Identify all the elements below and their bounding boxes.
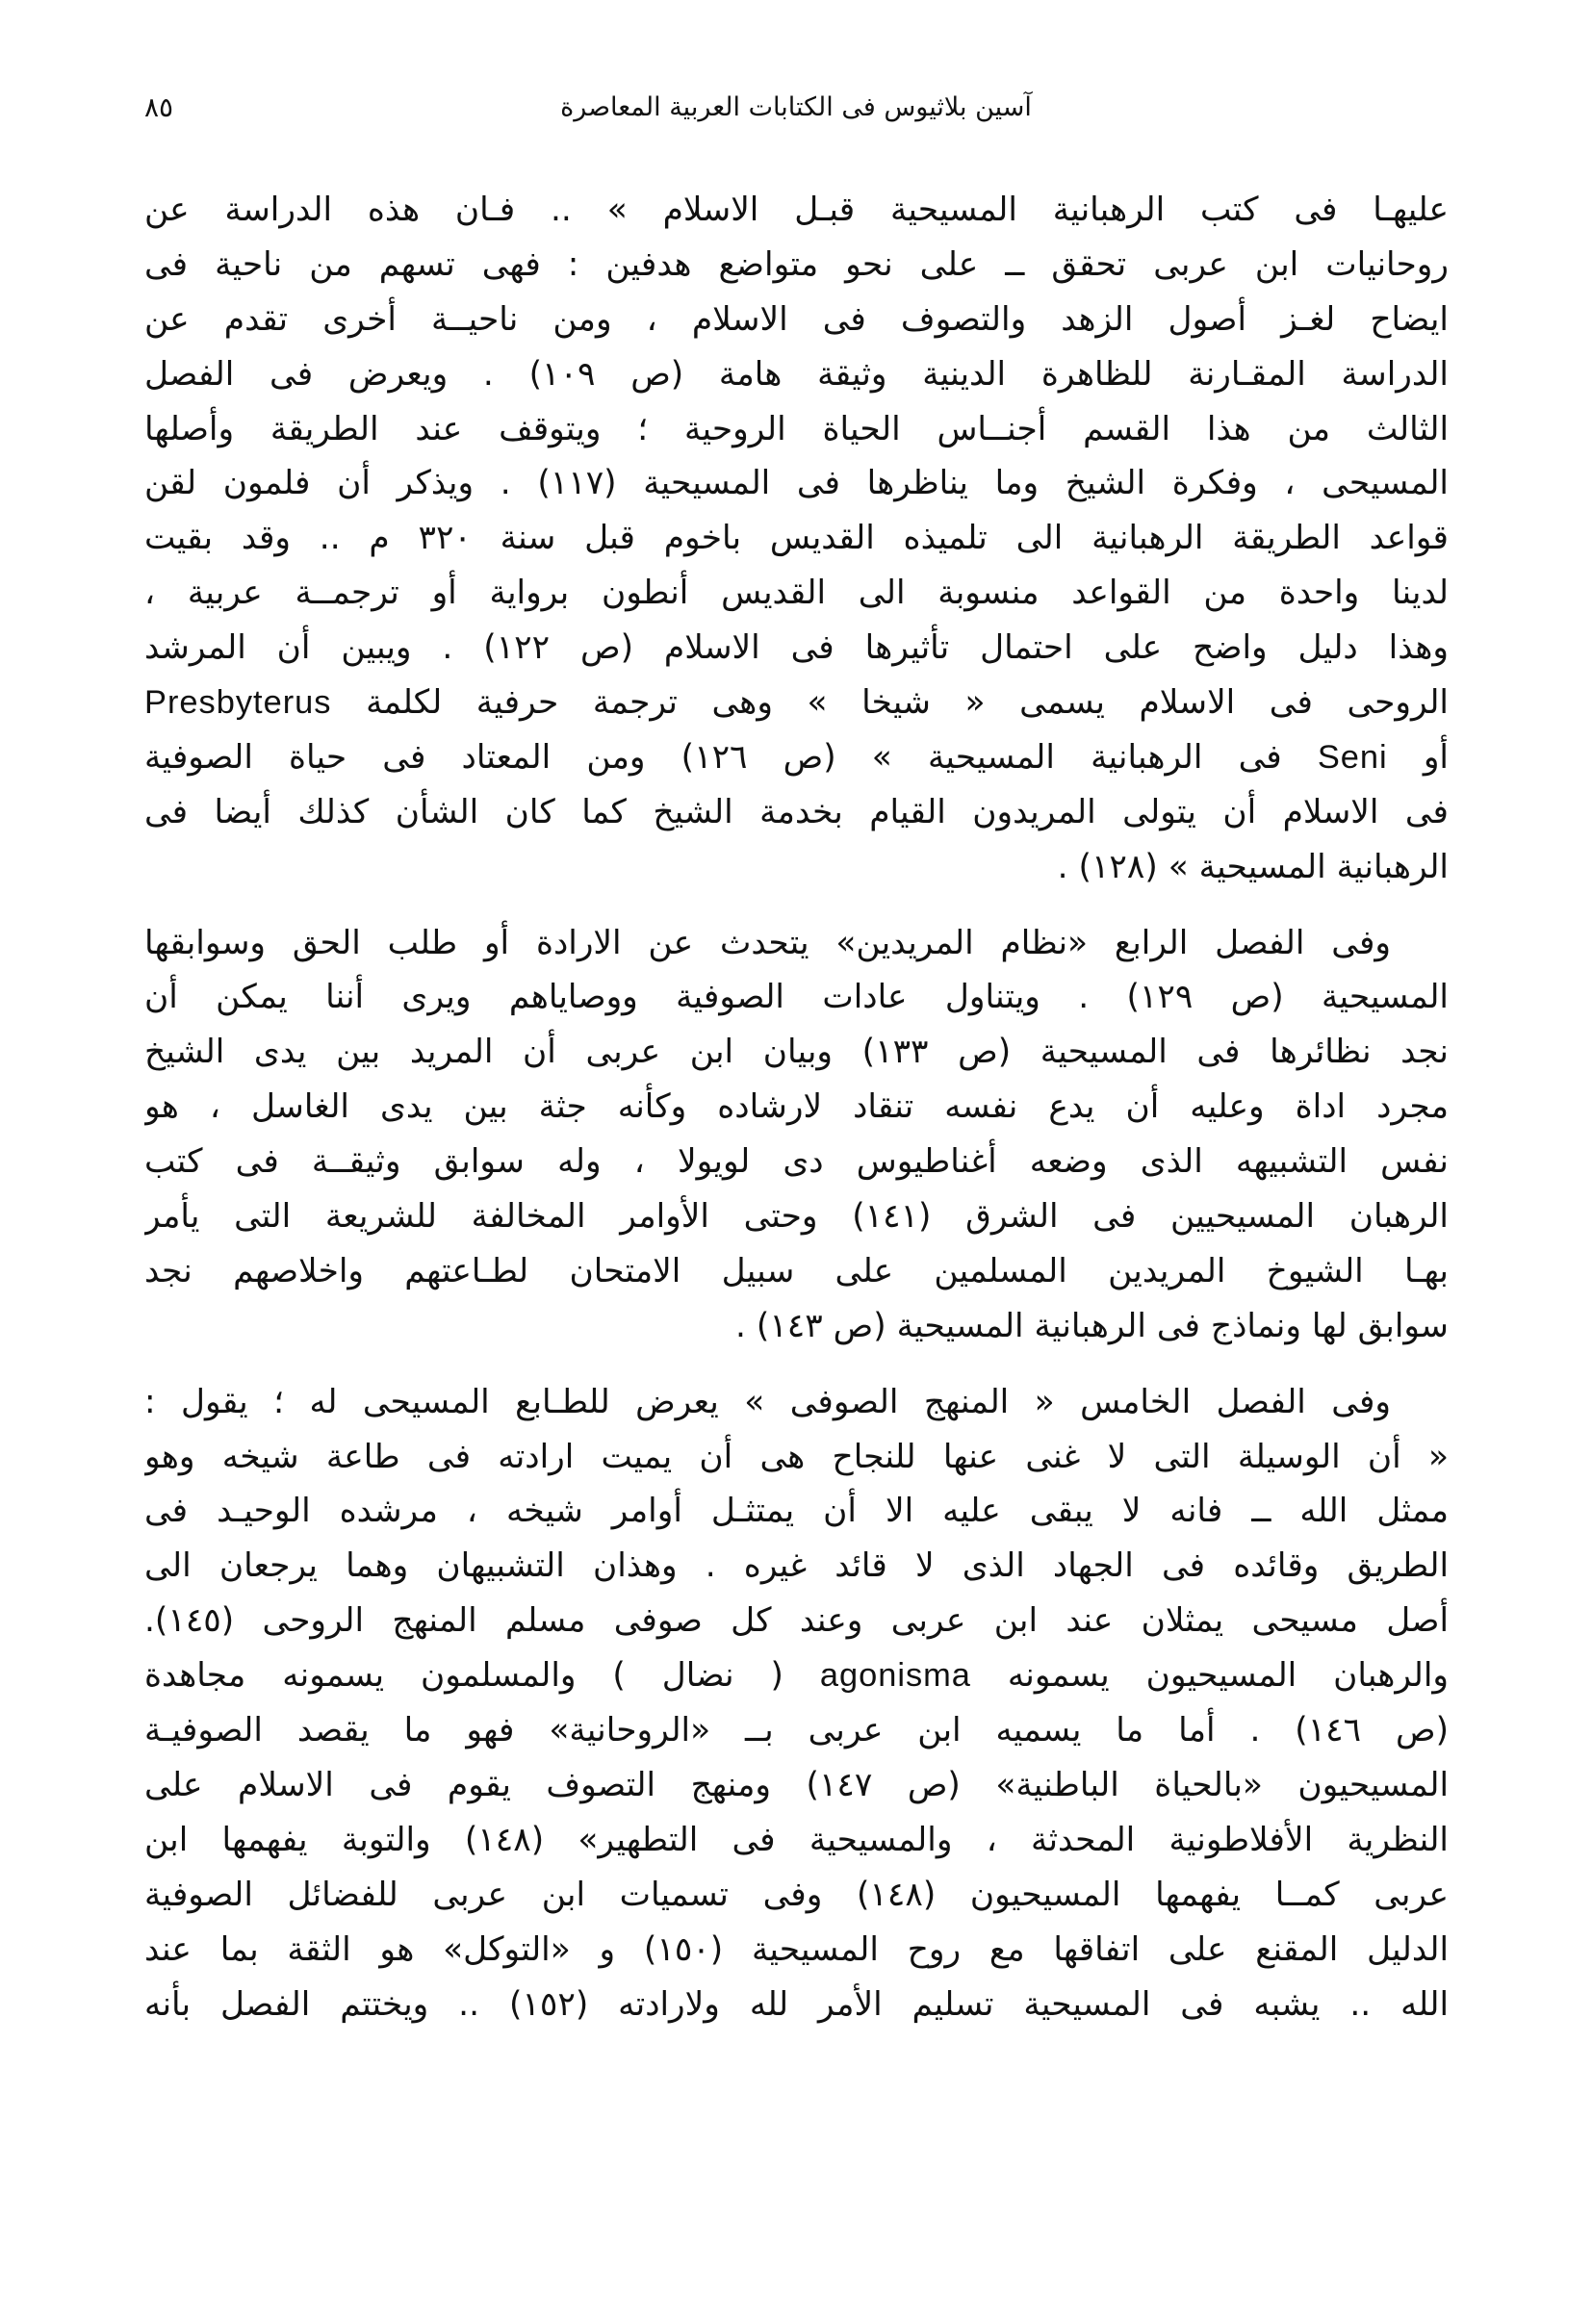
text-line: بهـا الشيوخ المريدين المسلمين على سبيل الامتحان لطـاعتهم واخلاصهم نجد xyxy=(144,1251,1449,1290)
paragraph-gap xyxy=(144,895,1449,916)
paragraph-2 xyxy=(144,916,1449,1354)
text-line: المسيحيون «بالحياة الباطنية» (ص ١٤٧) ومنهج التصوف يقوم فى الاسلام على xyxy=(144,1765,1449,1804)
text-line: الرهبان المسيحيين فى الشرق (١٤١) وحتى الأوامر المخالفة للشريعة التى يأمر xyxy=(144,1197,1449,1237)
text-line: عربى كمــا يفهمها المسيحيون (١٤٨) وفى تسميات ابن عربى للفضائل الصوفية xyxy=(144,1875,1449,1914)
text-line: الدراسة المقـارنة للظاهرة الدينية وثيقة هامة (ص ١٠٩) . ويعرض فى الفصل xyxy=(144,354,1449,394)
line-text: والرهبان المسيحيون يسمونه xyxy=(1007,1656,1449,1696)
text-line: الدليل المقنع على اتفاقها مع روح المسيحية (١٥٠) و «التوكل» هو الثقة بما عند xyxy=(144,1929,1449,1969)
text-line: الرهبانية المسيحية » (١٢٨) . xyxy=(1057,847,1449,886)
text-line: الله .. يشبه فى المسيحية تسليم الأمر لله ولارادته (١٥٢) .. ويختتم الفصل بأنه xyxy=(144,1984,1449,2024)
running-header xyxy=(144,89,1448,127)
paragraph-gap xyxy=(144,1354,1449,1375)
line-text: الروحى فى الاسلام يسمى « شيخا » وهى ترجمة حرفية لكلمة xyxy=(366,683,1449,723)
text-line: المسيحية (ص ١٢٩) . ويتناول عادات الصوفية ووصاياهم ويرى أننا يمكن أن xyxy=(144,978,1449,1017)
text-line: قواعد الطريقة الرهبانية الى تلميذه القديس باخوم قبل سنة ٣٢٠ م .. وقد بقيت xyxy=(144,519,1449,558)
paragraph-3 xyxy=(144,1375,1449,2032)
latin-term-presbyterus: Presbyterus xyxy=(144,684,332,722)
text-line: الثالث من هذا القسم أجنــاس الحياة الروحية ؛ ويتوقف عند الطريقة وأصلها xyxy=(144,409,1449,448)
text-line: النظرية الأفلاطونية المحدثة ، والمسيحية فى التطهير» (١٤٨) والتوبة يفهمها ابن xyxy=(144,1820,1449,1859)
line-text: ( نضال ) والمسلمون يسمونه مجاهدة xyxy=(144,1656,783,1696)
text-line: مجرد اداة وعليه أن يدع نفسه تنقاد لارشاده وكأنه جثة بين يدى الغاسل ، هو xyxy=(144,1087,1449,1127)
running-title: آسين بلاثيوس فى الكتابات العربية المعاصرة xyxy=(560,92,1032,122)
text-line: وهذا دليل واضح على احتمال تأثيرها فى الاسلام (ص ١٢٢) . ويبين أن المرشد xyxy=(144,628,1449,668)
text-line: (ص ١٤٦) . أما ما يسميه ابن عربى بــ «الروحانية» فهو ما يقصد الصوفيـة xyxy=(144,1711,1449,1750)
text-line: نفس التشبيهه الذى وضعه أغناطيوس دى لويولا ، وله سوابق وثيقــة فى كتب xyxy=(144,1142,1449,1182)
text-line: روحانيات ابن عربى تحقق ــ على نحو متواضع هدفين : فهى تسهم من ناحية فى xyxy=(144,244,1449,284)
line-prefix: أو xyxy=(1423,737,1449,777)
text-line: عليهـا فى كتب الرهبانية المسيحية قبـل الاسلام » .. فـان هذه الدراسة عن xyxy=(144,191,1449,229)
text-line: ممثل الله ــ فانه لا يبقى عليه الا أن يمتثـل أوامر شيخه ، مرشده الوحيـد فى xyxy=(144,1492,1449,1531)
text-line: وفى الفصل الخامس « المنهج الصوفى » يعرض للطـابع المسيحى له ؛ يقول : xyxy=(144,1382,1391,1421)
line-text: فى الرهبانية المسيحية » (ص ١٢٦) ومن المعتاد فى حياة الصوفية xyxy=(144,737,1282,777)
latin-term-seni: Seni xyxy=(1317,738,1388,776)
body-text xyxy=(144,183,1449,2031)
text-line: لدينا واحدة من القواعد منسوبة الى القديس أنطون برواية أو ترجمــة عربية ، xyxy=(144,574,1449,613)
text-line: « أن الوسيلة التى لا غنى عنها للنجاح هى أن يميت ارادته فى طاعة شيخه وهو xyxy=(144,1437,1449,1476)
text-line xyxy=(144,676,1449,730)
page-number: ٨٥ xyxy=(144,91,174,123)
text-line: نجد نظائرها فى المسيحية (ص ١٣٣) وبيان ابن عربى أن المريد بين يدى الشيخ xyxy=(144,1033,1449,1072)
text-line: فى الاسلام أن يتولى المريدون القيام بخدمة الشيخ كما كان الشأن كذلك أيضا فى xyxy=(144,792,1449,831)
text-line: أصل مسيحى يمثلان عند ابن عربى وعند كل صوفى مسلم المنهج الروحى (١٤٥). xyxy=(144,1601,1449,1641)
latin-term-agonisma: agonisma xyxy=(819,1657,971,1695)
text-line: الطريق وقائده فى الجهاد الذى لا قائد غيره . وهذان التشبيهان وهما يرجعان الى xyxy=(144,1546,1449,1586)
text-line: ايضاح لغـز أصول الزهد والتصوف فى الاسلام ، ومن ناحيــة أخرى تقدم عن xyxy=(144,299,1449,339)
text-line xyxy=(144,1648,1449,1703)
paragraph-1 xyxy=(144,183,1449,895)
text-line: المسيحى ، وفكرة الشيخ وما يناظرها فى المسيحية (١١٧) . ويذكر أن فلمون لقن xyxy=(144,464,1449,503)
text-line: سوابق لها ونماذج فى الرهبانية المسيحية (ص ١٤٣) . xyxy=(735,1306,1449,1345)
text-line: وفى الفصل الرابع «نظام المريدين» يتحدث عن الارادة أو طلب الحق وسوابقها xyxy=(144,923,1391,962)
text-line xyxy=(144,730,1449,785)
